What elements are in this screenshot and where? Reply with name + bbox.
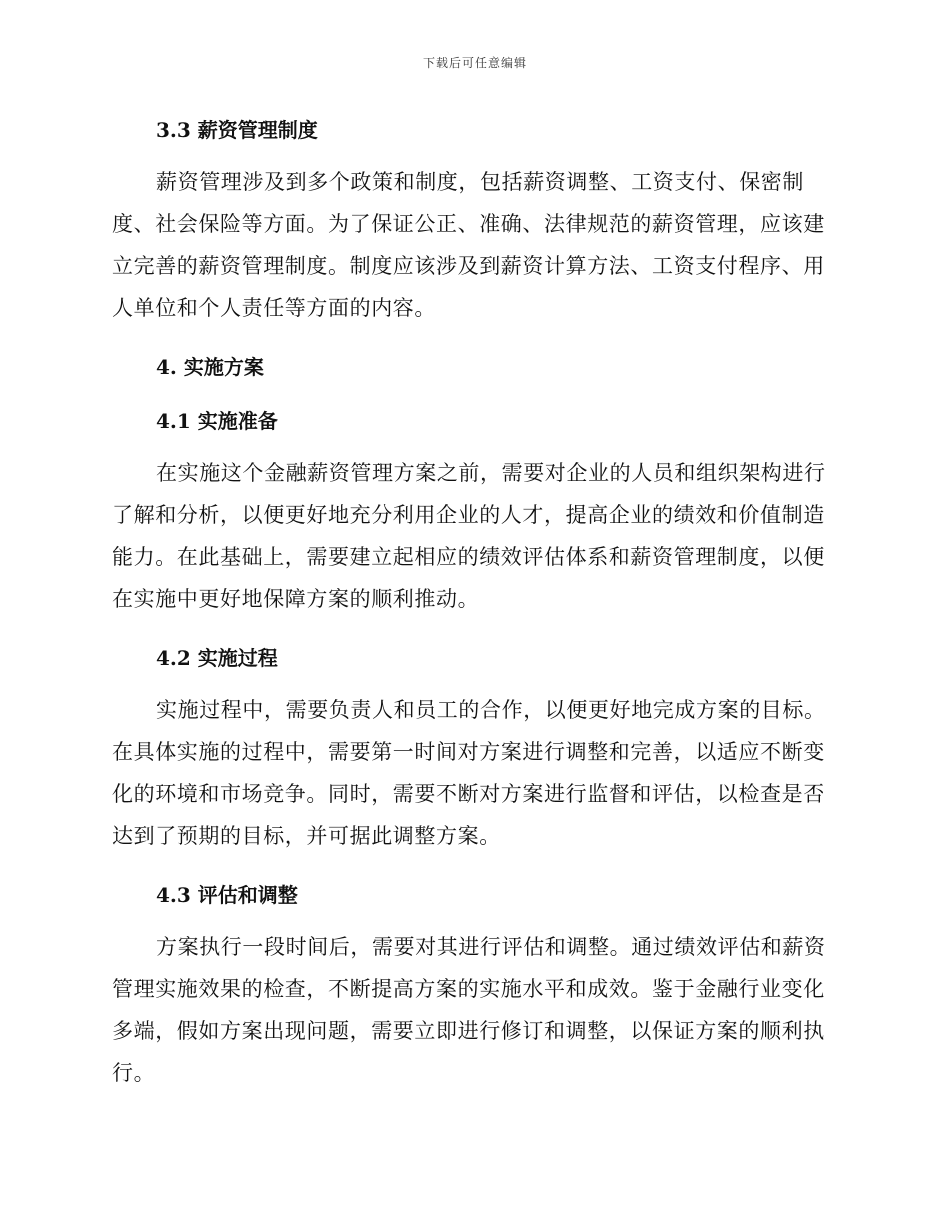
section-heading-4-2: 4.2 实施过程	[156, 646, 278, 670]
paragraph-line: 多端，假如方案出现问题，需要立即进行修订和调整，以保证方案的顺利执	[112, 1019, 825, 1043]
paragraph-line: 在实施中更好地保障方案的顺利推动。	[112, 587, 480, 611]
section-heading-3-3: 3.3 薪资管理制度	[156, 118, 318, 142]
section-heading-4-1: 4.1 实施准备	[156, 409, 278, 433]
paragraph-line: 行。	[112, 1061, 156, 1085]
section-heading-4-3: 4.3 评估和调整	[156, 883, 298, 907]
section-paragraph-3-3	[112, 161, 830, 329]
paragraph-line: 立完善的薪资管理制度。制度应该涉及到薪资计算方法、工资支付程序、用	[112, 254, 825, 278]
paragraph-line: 管理实施效果的检查，不断提高方案的实施水平和成效。鉴于金融行业变化	[112, 977, 825, 1001]
paragraph-line: 薪资管理涉及到多个政策和制度，包括薪资调整、工资支付、保密制	[156, 170, 804, 194]
section-paragraph-4-2	[112, 689, 830, 857]
paragraph-line: 化的环境和市场竞争。同时，需要不断对方案进行监督和评估，以检查是否	[112, 782, 825, 806]
paragraph-line: 实施过程中，需要负责人和员工的合作，以便更好地完成方案的目标。	[156, 698, 826, 722]
paragraph-line: 在具体实施的过程中，需要第一时间对方案进行调整和完善，以适应不断变	[112, 740, 825, 764]
paragraph-line: 达到了预期的目标，并可据此调整方案。	[112, 824, 501, 848]
section-heading-4: 4. 实施方案	[156, 355, 264, 379]
page-header: 下载后可任意编辑	[422, 56, 527, 70]
paragraph-line: 了解和分析，以便更好地充分利用企业的人才，提高企业的绩效和价值制造	[112, 503, 825, 527]
section-paragraph-4-1	[112, 452, 830, 620]
paragraph-line: 度、社会保险等方面。为了保证公正、准确、法律规范的薪资管理，应该建	[112, 212, 825, 236]
section-paragraph-4-3	[112, 926, 830, 1094]
paragraph-line: 在实施这个金融薪资管理方案之前，需要对企业的人员和组织架构进行	[156, 461, 826, 485]
paragraph-line: 人单位和个人责任等方面的内容。	[112, 296, 436, 320]
paragraph-line: 能力。在此基础上，需要建立起相应的绩效评估体系和薪资管理制度，以便	[112, 545, 825, 569]
paragraph-line: 方案执行一段时间后，需要对其进行评估和调整。通过绩效评估和薪资	[156, 935, 826, 959]
